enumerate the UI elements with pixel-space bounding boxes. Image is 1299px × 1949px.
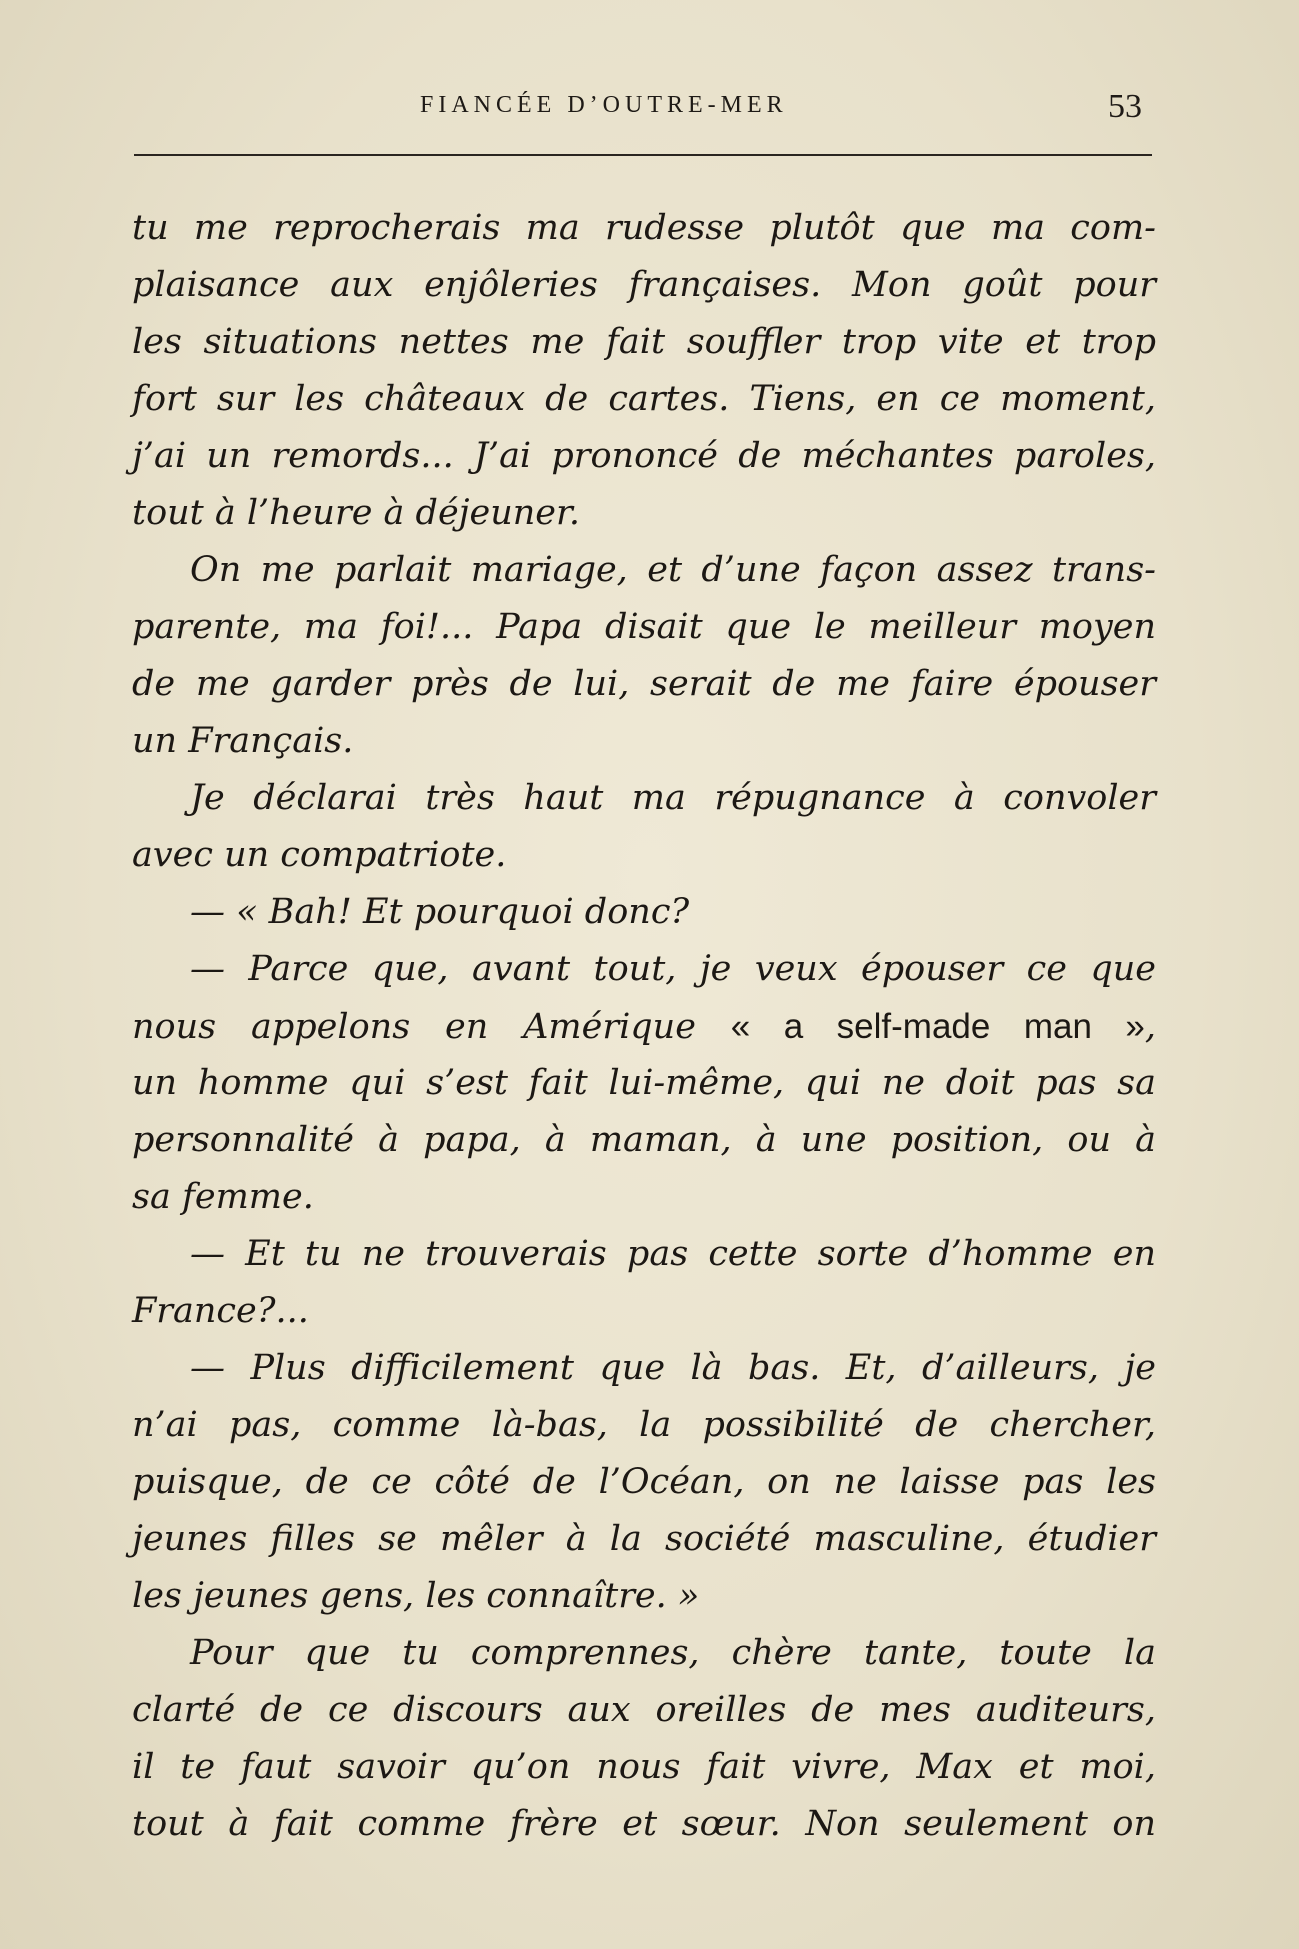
quoted-english-phrase: « a self-made man »: [730, 1007, 1145, 1046]
text-line: France?...: [132, 1291, 309, 1331]
text-segment: nous appelons en Amérique: [132, 1007, 731, 1047]
text-line: Je déclarai très haut ma répugnance à convoler: [190, 778, 1156, 818]
text-line: — Plus difficilement que là bas. Et, d’ailleurs, je: [190, 1348, 1156, 1388]
text-line: — Et tu ne trouverais pas cette sorte d’homme en: [190, 1234, 1156, 1274]
text-line: il te faut savoir qu’on nous fait vivre, Max et moi,: [132, 1747, 1156, 1787]
text-line: — « Bah! Et pourquoi donc?: [190, 892, 690, 932]
text-line: On me parlait mariage, et d’une façon assez trans-: [190, 550, 1156, 590]
page-number: 53: [1108, 88, 1142, 125]
text-line: les jeunes gens, les connaître. »: [132, 1576, 700, 1616]
header-rule: [134, 154, 1152, 156]
text-line: tout à l’heure à déjeuner.: [132, 493, 581, 533]
text-line: Pour que tu comprennes, chère tante, toute la: [190, 1633, 1156, 1673]
text-line: un homme qui s’est fait lui-même, qui ne doit pas sa: [132, 1063, 1156, 1103]
text-line: de me garder près de lui, serait de me faire épouser: [132, 664, 1156, 704]
text-line: puisque, de ce côté de l’Océan, on ne laisse pas les: [132, 1462, 1156, 1502]
text-line: un Français.: [132, 721, 354, 761]
text-line: j’ai un remords... J’ai prononcé de méchantes paroles,: [132, 436, 1156, 476]
text-line: — Parce que, avant tout, je veux épouser ce que: [190, 949, 1156, 989]
text-line: plaisance aux enjôleries françaises. Mon goût pour: [132, 265, 1156, 305]
text-line: tu me reprocherais ma rudesse plutôt que ma com-: [132, 208, 1156, 248]
text-line: n’ai pas, comme là-bas, la possibilité de chercher,: [132, 1405, 1156, 1445]
text-line: tout à fait comme frère et sœur. Non seulement on: [132, 1804, 1156, 1844]
text-line: jeunes filles se mêler à la société masculine, étudier: [132, 1519, 1156, 1559]
running-head: [0, 88, 1299, 128]
text-line: parente, ma foi!... Papa disait que le meilleur moyen: [132, 607, 1156, 647]
text-line: [132, 998, 1156, 1055]
text-line: sa femme.: [132, 1177, 314, 1217]
text-line: avec un compatriote.: [132, 835, 507, 875]
text-line: clarté de ce discours aux oreilles de mes auditeurs,: [132, 1690, 1156, 1730]
text-line: les situations nettes me fait souffler trop vite et trop: [132, 322, 1156, 362]
text-line: personnalité à papa, à maman, à une position, ou à: [132, 1120, 1156, 1160]
body-text: [132, 200, 1156, 1853]
text-segment: ,: [1144, 1007, 1156, 1047]
text-line: fort sur les châteaux de cartes. Tiens, en ce moment,: [132, 379, 1156, 419]
running-title: FIANCÉE D’OUTRE-MER: [420, 92, 788, 118]
